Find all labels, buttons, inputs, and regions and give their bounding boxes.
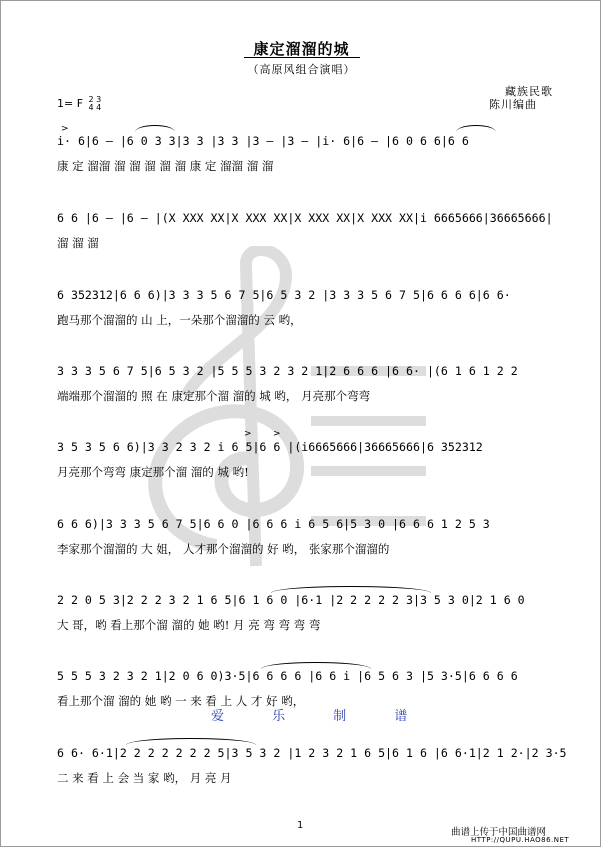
accent-mark: > [273,429,281,439]
footer-url: HTTP://QUPU.HAO86.NET [471,836,570,844]
lyric-row: 康 定 溜溜 溜 溜 溜 溜 溜 康 定 溜溜 溜 溜 [57,159,274,173]
accent-mark: > [61,124,69,134]
notation-row: 2 2 0 5 3|2 2 2 3 2 1 6 5|6 1 6 0 |6·1 |2 2 2 2 2 3|3 5 3 0|2 1 6 0 [57,593,525,607]
notation-row: i· 6|6 – |6 0 3 3|3 3 |3 3 |3 – |3 – |i· 6|6 – |6 0 6 6|6 6 [57,134,469,148]
lyric-row: 看上那个溜 溜的 她 哟 一 来 看 上 人 才 好 哟， [57,694,305,708]
tie-arc [126,738,256,745]
footer-source: 曲谱上传于中国曲谱网 [451,827,547,838]
notation-row: 6 6 6)|3 3 3 5 6 7 5|6 6 0 |6 6 6 i 6 5 6|5 3 0 |6 6 6 1 2 5 3 [57,517,490,531]
tie-arc [456,125,496,132]
lyric-row: 二 来 看 上 会 当 家 哟， 月 亮 月 [57,771,232,785]
tie-arc [261,662,371,669]
tie-arc [271,586,431,593]
lyric-row: 跑马那个溜溜的 山 上，一朵那个溜溜的 云 哟， [57,313,302,327]
accent-mark: > [244,429,252,439]
notation-row: 3 5 3 5 6 6)|3 3 2 3 2 i 6 5|6 6 |(i6665666|36665666|6 352312 [57,440,483,454]
notation-row: 5 5 5 3 2 3 2 1|2 0 6 0)3·5|6 6 6 6 |6 6 i |6 5 6 3 |5 3·5|6 6 6 6 [57,669,518,683]
notation-row: 6 6 |6 – |6 – |(X XXX XX|X XXX XX|X XXX XX|X XXX XX|i 6665666|36665666| [57,211,553,225]
lyric-row: 端端那个溜溜的 照 在 康定那个溜 溜的 城 哟， 月亮那个弯弯 [57,389,371,403]
title-underline [244,57,360,58]
lyric-row: 大 哥，哟 看上那个溜 溜的 她 哟! 月 亮 弯 弯 弯 弯 [57,618,321,632]
notation-row: 6 6· 6·1|2 2 2 2 2 2 2 5|3 5 3 2 |1 2 3 2 1 6 5|6 1 6 |6 6·1|2 1 2·|2 3·5 [57,746,567,760]
notation-row: 6 352312|6 6 6)|3 3 3 5 6 7 5|6 5 3 2 |3 3 3 5 6 7 5|6 6 6 6|6 6· [57,288,511,302]
notation-row: 3 3 3 5 6 7 5|6 5 3 2 |5 5 5 3 2 3 2 1|2 6 6 6 |6 6· |(6 1 6 1 2 2 [57,364,518,378]
key-label: 1= F [57,97,84,110]
page-number: 1 [297,820,304,831]
tie-arc [135,125,175,132]
song-origin: 藏族民歌 [505,85,553,98]
time-signature [89,96,102,112]
song-title: 康定溜溜的城 [253,40,350,58]
time-signature-top: 2 3 [88,95,102,104]
lyric-row: 李家那个溜溜的 大 姐， 人才那个溜溜的 好 哟， 张家那个溜溜的 [57,542,390,556]
song-arranger: 陈川编曲 [489,98,537,111]
watermark-label: 爱 乐 制 谱 [211,709,430,724]
time-signature-bottom: 4 4 [88,103,102,112]
key-signature [57,96,101,112]
lyric-row: 溜 溜 溜 [57,236,99,250]
lyric-row: 月亮那个弯弯 康定那个溜 溜的 城 哟! [57,465,249,479]
song-subtitle: （高原风组合演唱） [247,63,356,76]
